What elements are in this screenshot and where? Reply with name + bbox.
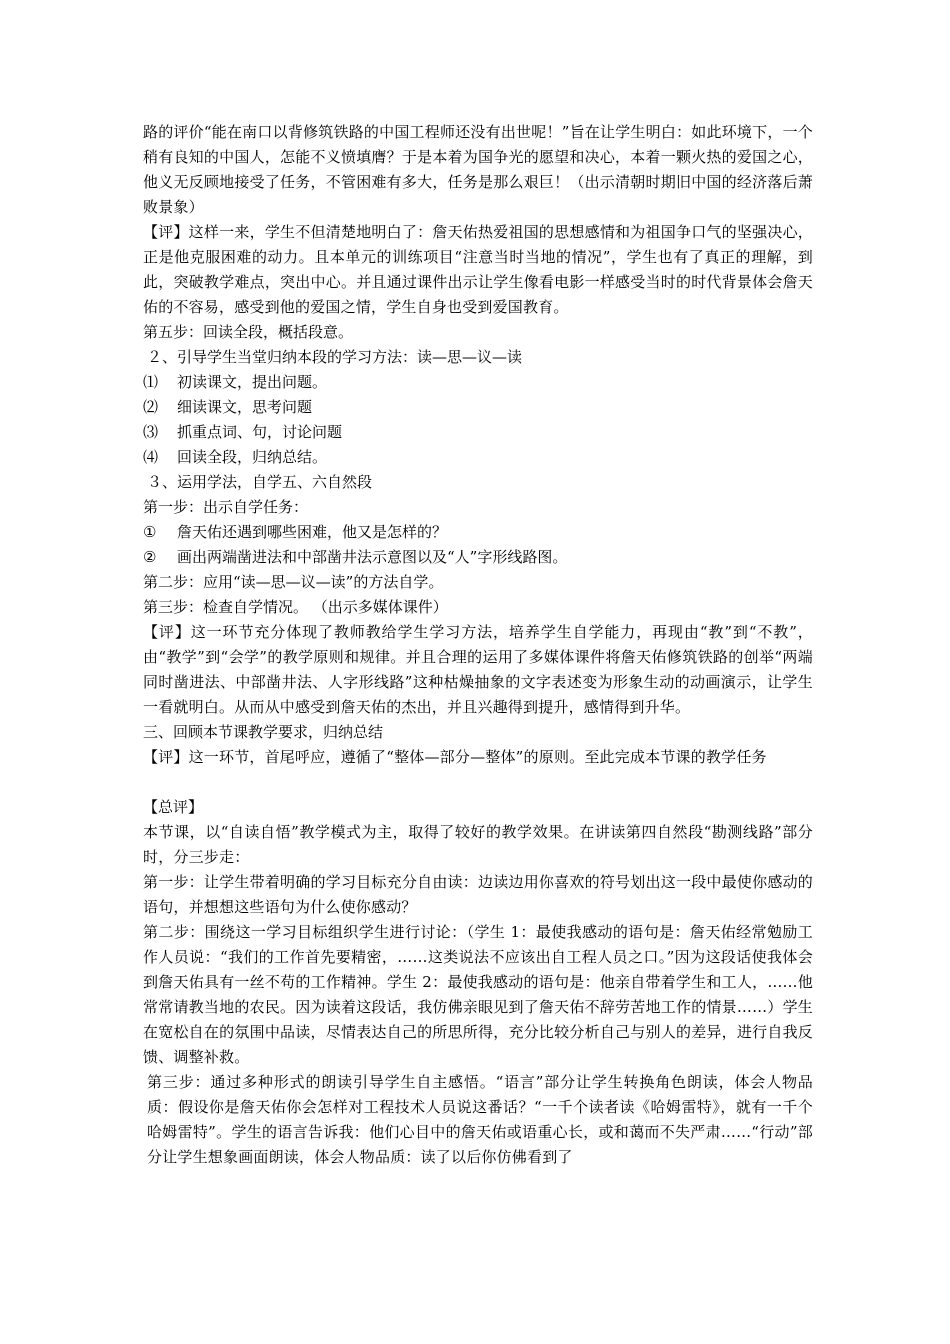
step-one-task: 第一步：出示自学任务：	[143, 498, 309, 516]
task-list-item	[143, 545, 813, 570]
section-three-heading: 三、回顾本节课教学要求，归纳总结	[143, 723, 384, 741]
list-text: 初读课文，提出问题。	[177, 373, 328, 391]
method-list-item	[143, 445, 813, 470]
list-marker: ⑶	[143, 423, 159, 441]
list-text: 抓重点词、句，讨论问题	[177, 423, 343, 441]
method-list	[143, 370, 813, 470]
list-text: 细读课文，思考问题	[177, 398, 313, 416]
list-marker: ⑴	[143, 373, 159, 391]
task-list-item	[143, 520, 813, 545]
comment-paragraph-2: 【评】这一环节充分体现了教师教给学生学习方法，培养学生自学能力，再现由“教”到“不教”，由“教学”到“会学”的教学原则和规律。并且合理的运用了多媒体课件将詹天佑修筑铁路的创举“两端同时凿进法、中部凿井法、人字形线路”这种枯燥抽象的文字表述变为形象生动的动画演示，让学生一看就明白。从而从中感受到詹天佑的杰出，并且兴趣得到提升，感情得到升华。	[143, 623, 813, 716]
list-marker: ②	[143, 548, 157, 566]
comment-paragraph-3: 【评】这一环节，首尾呼应，遵循了“整体—部分—整体”的原则。至此完成本节课的教学任务	[143, 748, 767, 766]
comment-paragraph-1: 【评】这样一来，学生不但清楚地明白了：詹天佑热爱祖国的思想感情和为祖国争口气的坚强决心，正是他克服困难的动力。且本单元的训练项目“注意当时当地的情况”，学生也有了真正的理解，到此，突破教学难点，突出中心。并且通过课件出示让学生像看电影一样感受当时的时代背景体会詹天佑的不容易，感受到他的爱国之情，学生自身也受到爱国教育。	[143, 223, 813, 316]
section-3-heading: ３、运用学法，自学五、六自然段	[147, 473, 373, 491]
method-list-item	[143, 420, 813, 445]
section-2-heading: ２、引导学生当堂归纳本段的学习方法：读—思—议—读	[147, 348, 523, 366]
list-text: 回读全段，归纳总结。	[177, 448, 328, 466]
method-list-item	[143, 395, 813, 420]
step-three: 第三步：检查自学情况。 （出示多媒体课件）	[143, 598, 448, 616]
summary-step-two: 第二步：围绕这一学习目标组织学生进行讨论：（学生 1：最使我感动的语句是：詹天佑经常勉励工作人员说：“我们的工作首先要精密，……这类说法不应该出自工程人员之口。”因为这段话使我体会到詹天佑具有一丝不苟的工作精神。学生 2：最使我感动的语句是：他亲自带着学生和工人，……他常常请教当地的农民。因为读着这段话，我仿佛亲眼见到了詹天佑不辞劳苦地工作的情景……）学生在宽松自在的氛围中品读，尽情表达自己的所思所得，充分比较分析自己与别人的差异，进行自我反馈、调整补救。	[143, 923, 813, 1066]
list-marker: ⑷	[143, 448, 159, 466]
step-two: 第二步：应用“读—思—议—读”的方法自学。	[143, 573, 444, 591]
summary-step-three: 第三步：通过多种形式的朗读引导学生自主感悟。“语言”部分让学生转换角色朗读，体会人物品质：假设你是詹天佑你会怎样对工程技术人员说这番话？“一千个读者读《哈姆雷特》，就有一千个哈姆雷特”。学生的语言告诉我：他们心目中的詹天佑或语重心长，或和蔼而不失严肃……“行动”部分让学生想象画面朗读，体会人物品质：读了以后你仿佛看到了	[147, 1073, 813, 1166]
list-text: 詹天佑还遇到哪些困难，他又是怎样的？	[177, 523, 448, 541]
summary-intro: 本节课，以“自读自悟”教学模式为主，取得了较好的教学效果。在讲读第四自然段“勘测线路”部分时，分三步走：	[143, 823, 813, 866]
document-page	[143, 120, 813, 1170]
summary-heading: 【总评】	[143, 798, 204, 816]
task-list	[143, 520, 813, 570]
blank-line	[143, 770, 813, 795]
method-list-item	[143, 370, 813, 395]
list-marker: ①	[143, 523, 157, 541]
paragraph-intro: 路的评价“能在南口以背修筑铁路的中国工程师还没有出世呢！”旨在让学生明白：如此环境下，一个稍有良知的中国人，怎能不义愤填膺？于是本着为国争光的愿望和决心，本着一颗火热的爱国之心，他义无反顾地接受了任务，不管困难有多大，任务是那么艰巨！（出示清朝时期旧中国的经济落后萧败景象）	[143, 123, 813, 216]
list-marker: ⑵	[143, 398, 159, 416]
summary-step-one: 第一步：让学生带着明确的学习目标充分自由读：边读边用你喜欢的符号划出这一段中最使你感动的语句，并想想这些语句为什么使你感动？	[143, 873, 813, 916]
list-text: 画出两端凿进法和中部凿井法示意图以及“人”字形线路图。	[177, 548, 568, 566]
step-five: 第五步：回读全段，概括段意。	[143, 323, 354, 341]
